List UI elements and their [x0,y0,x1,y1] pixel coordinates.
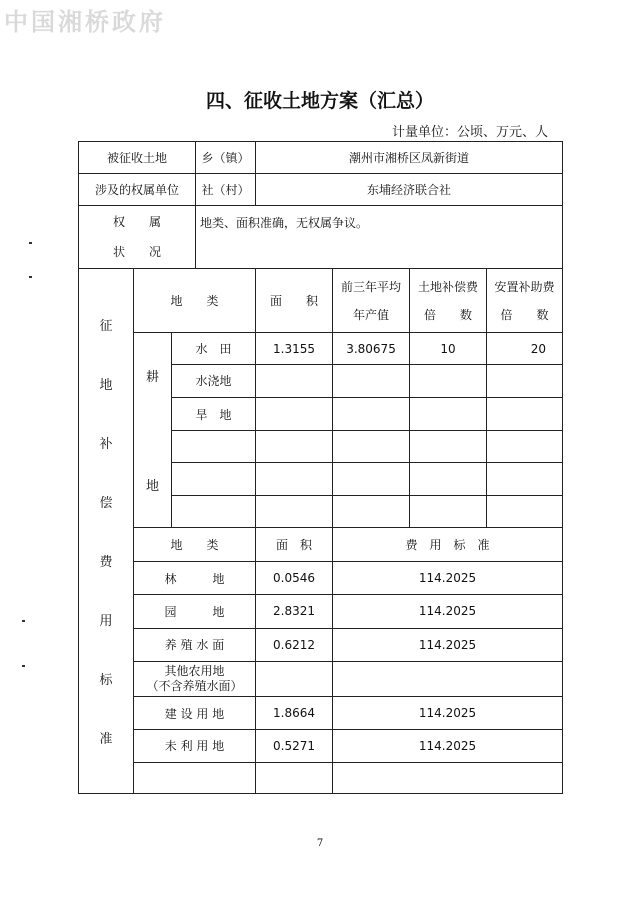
arable-land-multiple [410,364,487,397]
township-label: 乡（镇） [196,142,256,174]
comp-char: 费 [99,554,113,570]
other-agri-line1: 其他农用地 [164,663,225,678]
ownership-label [79,142,196,174]
land-comp-line2: 倍 数 [424,307,473,322]
other-type [134,762,256,793]
avg-output-line1: 前三年平均 [341,279,402,294]
other-type: 未 利 用 地 [134,730,256,762]
other-area: 0.6212 [256,628,333,661]
arable-area [256,364,333,397]
arable-area [256,397,333,430]
scan-mark [22,620,25,622]
arable-land-multiple: 10 [410,333,487,364]
arable-resettle-multiple [487,463,563,495]
scan-mark [29,242,32,244]
land-expropriation-table [78,141,563,794]
arable-avg-output [333,431,410,463]
arable-header-land-type: 地 类 [134,268,256,332]
avg-output-line2: 年产值 [353,307,390,322]
arable-resettle-multiple [487,495,563,527]
other-fee: 114.2025 [333,562,563,595]
arable-char-top: 耕 [145,370,159,386]
page-number: 7 [316,838,324,849]
arable-type: 水浇地 [172,364,256,397]
arable-land-multiple [410,431,487,463]
arable-resettle-multiple [487,431,563,463]
other-type: 园 地 [134,595,256,628]
other-fee: 114.2025 [333,628,563,661]
status-value: 地类、面积准确，无权属争议。 [196,206,563,268]
other-fee: 114.2025 [333,730,563,762]
ownership-label-line1: 被征收土地 [107,151,168,166]
village-label: 社（村） [196,174,256,206]
watermark-logo: 中国湘桥政府 [4,7,166,36]
village-value: 东埔经济联合社 [256,174,563,206]
comp-char: 地 [99,377,113,393]
comp-char: 偿 [99,495,113,511]
comp-char: 补 [99,436,113,452]
measurement-unit-note: 计量单位：公顷、万元、人 [391,125,548,140]
arable-land-multiple [410,495,487,527]
arable-header-land-comp [410,268,487,332]
arable-header-resettle [487,268,563,332]
arable-type [172,431,256,463]
arable-area: 1.3155 [256,333,333,364]
arable-area [256,431,333,463]
status-label [79,206,196,268]
arable-avg-output: 3.80675 [333,333,410,364]
other-fee: 114.2025 [333,595,563,628]
arable-area [256,495,333,527]
other-header-area: 面 积 [256,527,333,561]
arable-avg-output [333,463,410,495]
arable-area [256,463,333,495]
scan-mark [29,276,32,278]
other-area [256,762,333,793]
arable-type [172,495,256,527]
resettle-line1: 安置补助费 [494,279,555,294]
other-fee [333,661,563,696]
arable-land-multiple [410,397,487,430]
resettle-line2: 倍 数 [500,307,549,322]
scan-mark [22,665,25,667]
other-type: 养 殖 水 面 [134,628,256,661]
other-type: 林 地 [134,562,256,595]
arable-group-label [134,333,172,527]
arable-resettle-multiple [487,364,563,397]
ownership-label-2 [79,174,196,206]
comp-char: 标 [99,672,113,688]
status-label-top: 权 属 [113,215,162,230]
other-area: 0.5271 [256,730,333,762]
comp-char: 用 [99,613,113,629]
arable-type: 水 田 [172,333,256,364]
land-comp-line1: 土地补偿费 [418,279,479,294]
arable-header-avg-output [333,268,410,332]
comp-char: 征 [99,318,113,334]
arable-type [172,463,256,495]
comp-char: 准 [99,731,113,747]
other-agri-line2: （不含养殖水面） [146,678,243,693]
arable-header-area: 面 积 [256,268,333,332]
other-type-other-agri [134,661,256,696]
arable-char-bottom: 地 [145,479,159,495]
other-type: 建 设 用 地 [134,697,256,730]
arable-avg-output [333,495,410,527]
other-header-land-type: 地 类 [134,527,256,561]
status-label-bottom: 状 况 [113,245,162,260]
other-fee [333,762,563,793]
arable-type: 旱 地 [172,397,256,430]
page-title: 四、征收土地方案（汇总） [205,90,434,112]
arable-avg-output [333,364,410,397]
arable-resettle-multiple [487,397,563,430]
other-area: 1.8664 [256,697,333,730]
arable-land-multiple [410,463,487,495]
arable-resettle-multiple: 20 [487,333,563,364]
other-area: 2.8321 [256,595,333,628]
compensation-standard-label [79,268,134,793]
other-area: 0.0546 [256,562,333,595]
township-value: 潮州市湘桥区凤新街道 [256,142,563,174]
other-fee: 114.2025 [333,697,563,730]
ownership-label-line2: 涉及的权属单位 [95,183,180,198]
arable-avg-output [333,397,410,430]
other-area [256,661,333,696]
other-header-fee-standard: 费 用 标 准 [333,527,563,561]
